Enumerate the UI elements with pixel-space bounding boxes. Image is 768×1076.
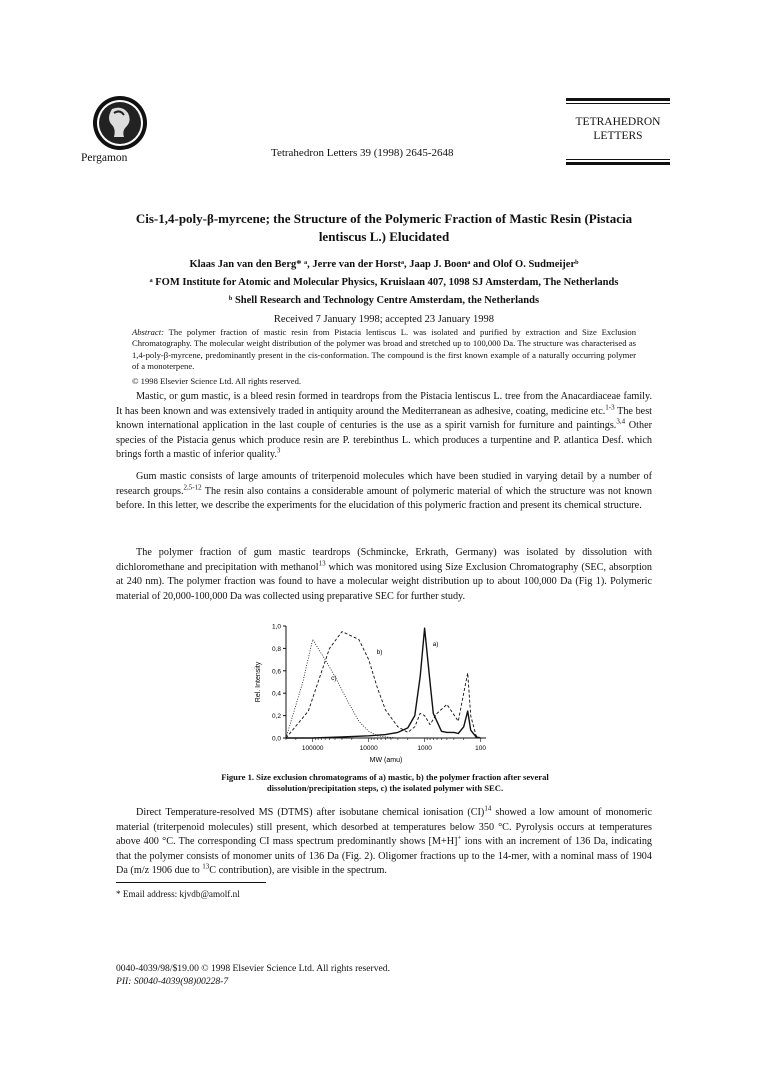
caption-line-1: Figure 1. Size exclusion chromatograms of a) mastic, b) the polymer fraction after several [221,772,549,782]
paragraph-2 [116,470,652,514]
series-line-2 [286,639,481,738]
series-label: a) [432,641,439,649]
p1-citation-3: 3 [276,446,281,455]
y-tick-label: 0,6 [271,668,281,676]
brand-line-1: TETRAHEDRON [575,116,661,128]
affiliation-a: ᵃ FOM Institute for Atomic and Molecular Physics, Kruislaan 407, 1098 SJ Amsterdam, The Netherlands [149,277,619,288]
article-title [90,210,678,246]
p1-text-c: Other species of the Pistacia genus which produce resin are P. terebinthus L. which produces a turpentine and P. atlantica Desf. which brings forth a mastic of inferior quality. [116,420,652,461]
p4-text-d: C contribution), are visible in the spectrum. [209,865,387,877]
series-line-0 [286,628,481,738]
p1-citation-1: 1-3 [605,403,615,412]
paragraph-1 [116,390,652,463]
p4-text-c: ions with an increment of 136 Da, indicating that the polymer consists of monomer units of 136 Da (Fig. 2). Oligomer fractions up to the 14-mer, with a nominal mass of 1904 Da (m/z 1906 due to [116,836,653,877]
y-tick-label: 0,0 [271,735,281,743]
p3-text-b: which was monitored using Size Exclusion Chromatography (SEC, absorption at 240 nm). The polymer fraction was found to have a molecular weight distribution up to about 100,000 Da (Fig 1). Polymeric material of 20,000-100,000 Da was collected using preparative SEC for further study. [116,561,652,602]
series-line-1 [286,632,481,738]
y-axis-label: Rel. Intensity [255,661,262,703]
pii-line: PII: S0040-4039(98)00228-7 [116,975,229,987]
figure-1-chart [250,620,500,770]
series-label: c) [331,674,337,682]
chart-svg [250,620,500,770]
y-tick-label: 0,4 [271,690,281,698]
p4-superscript-plus: + [457,833,462,842]
p2-text-a: Gum mastic consists of large amounts of triterpenoid molecules which have been studied in varying detail by a number of research groups. [116,471,652,497]
p4-text-a: Direct Temperature-resolved MS (DTMS) after isobutane chemical ionisation (CI) [136,807,485,818]
publisher-logo [92,95,148,151]
title-line-2: lentiscus L.) Elucidated [318,229,450,244]
x-tick-label: 10000 [359,745,378,752]
p4-text-b: showed a low amount of monomeric material (triterpenoid molecules) still present, which desorbed at temperatures below 350 °C. Pyrolysis occurs at temperatures above 400 °C. The corresponding CI mass spectrum predominantly shows [M+H] [116,807,653,848]
brand-line-2: LETTERS [593,130,643,142]
p4-citation: 14 [484,804,492,813]
paragraph-4 [116,806,652,879]
paragraph-3 [116,546,652,604]
abstract-text: The polymer fraction of mastic resin from Pistacia lentiscus L. was isolated and purified by extraction and Size Exclusion Chromatography. The molecular weight distribution of the polymer was broad and stretched up to 100,000 Da. The structure was characterised as 1,4-poly-β-myrcene, predominantly present in the cis-conformation. The compound is the first known example of a naturally occurring polymer of a monoterpene. [132,327,636,372]
series-label: b) [376,649,383,656]
y-tick-label: 1,0 [271,623,281,631]
issn-block [116,963,390,988]
p3-citation: 13 [318,559,326,568]
p2-citation: 2,5-12 [183,483,202,492]
footnote-rule [116,882,266,883]
x-tick-label: 1000 [417,745,432,752]
abstract [132,327,636,373]
y-tick-label: 0,8 [271,645,281,653]
p1-citation-2: 3,4 [616,417,626,426]
journal-brand [566,98,670,165]
title-line-1: Cis-1,4-poly-β-myrcene; the Structure of the Polymeric Fraction of Mastic Resin (Pistacia [135,211,633,226]
p1-text-a: Mastic, or gum mastic, is a bleed resin formed in teardrops from the Pistacia lentiscus L. tree from the Anacardiaceae family. It has been known and was extensively traded in antiquity around the Mediterranean as adhesive, coating, medicine etc. [116,391,652,417]
y-tick-label: 0,2 [271,713,281,721]
x-axis-label: MW (amu) [369,757,403,764]
p3-text-a: The polymer fraction of gum mastic teardrops (Schmincke, Erkrath, Germany) was isolated by dissolution with dichloromethane and precipitation with methanol [116,547,652,573]
footnote-email: * Email address: kjvdb@amolf.nl [116,889,240,899]
p1-text-b: The best known international application in the last couple of centuries is the use as a spirit varnish for furniture and paintings. [116,405,652,432]
x-tick-label: 100 [475,745,487,752]
issn-line: 0040-4039/98/$19.00 © 1998 Elsevier Science Ltd. All rights reserved. [116,963,390,974]
p4-superscript-13: 13 [202,862,210,871]
abstract-copyright: © 1998 Elsevier Science Ltd. All rights reserved. [132,376,302,386]
publisher-name: Pergamon [81,152,128,164]
x-tick-label: 100000 [301,745,324,752]
received-dates: Received 7 January 1998; accepted 23 January 1998 [273,314,495,325]
journal-reference: Tetrahedron Letters 39 (1998) 2645-2648 [271,147,454,159]
author-list: Klaas Jan van den Berg* ᵃ, Jerre van der Horstᵃ, Jaap J. Boonᵃ and Olof O. Sudmeijerᵇ [189,259,579,270]
affiliation-b: ᵇ Shell Research and Technology Centre Amsterdam, the Netherlands [228,295,540,306]
p2-text-b: The resin also contains a considerable amount of polymeric material of which the structure was not known before. In this letter, we describe the experiments for the elucidation of this polymeric fraction and present its chemical structure. [116,485,652,512]
figure-1-caption [180,772,590,794]
abstract-label: Abstract: [132,327,164,337]
caption-line-2: dissolution/precipitation steps, c) the isolated polymer with SEC. [266,783,504,793]
